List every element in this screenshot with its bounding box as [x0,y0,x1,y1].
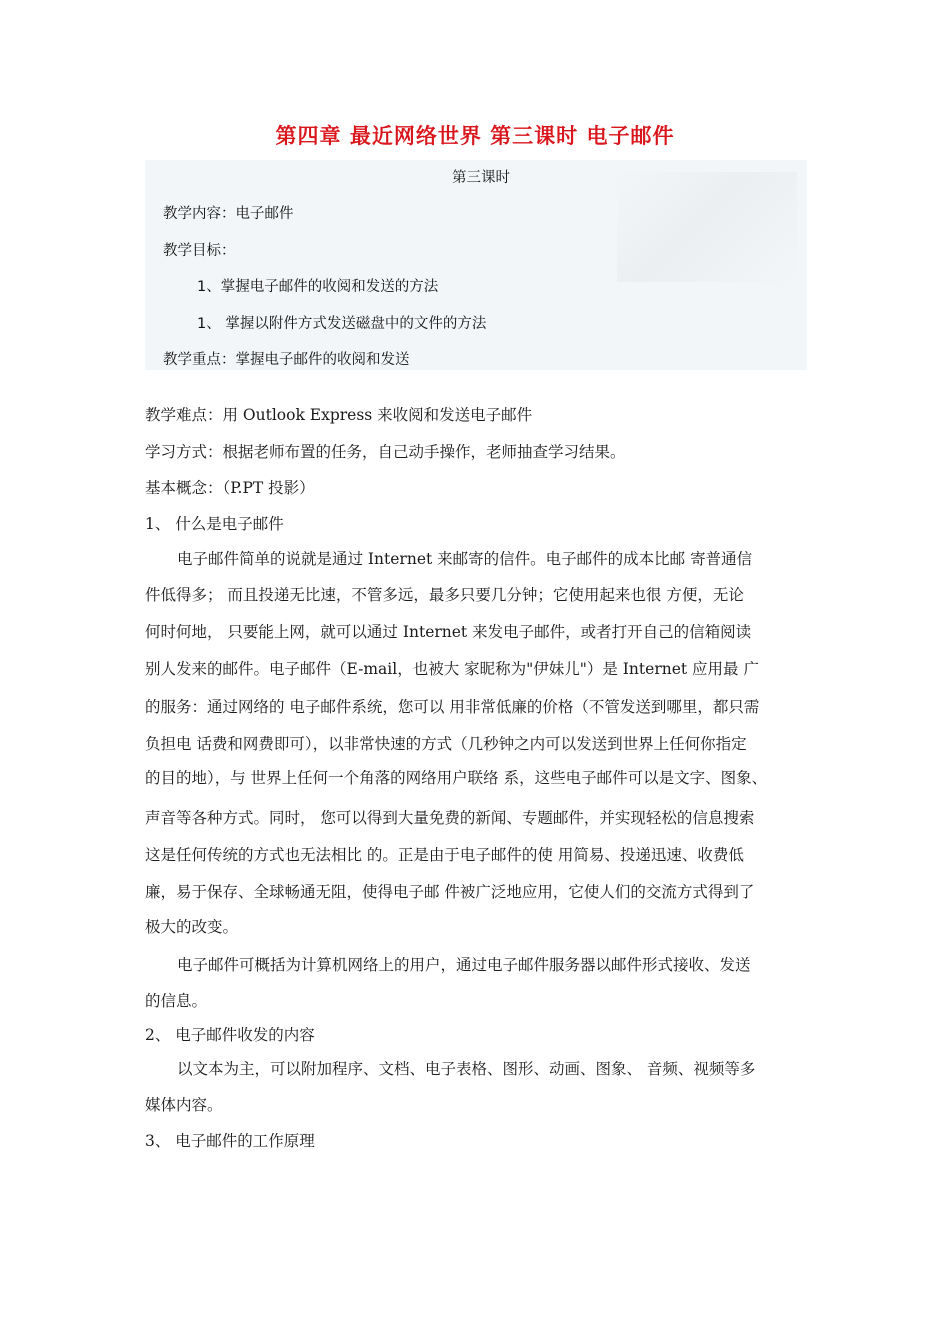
body-line: 的信息。 [145,992,208,1010]
study-method-line: 学习方式：根据老师布置的任务，自己动手操作，老师抽查学习结果。 [145,443,626,461]
teaching-key-point: 教学重点：掌握电子邮件的收阅和发送 [163,352,410,368]
teaching-goal-1: 1、掌握电子邮件的收阅和发送的方法 [197,279,439,295]
body-line: 极大的改变。 [145,918,239,936]
document-title: 第四章 最近网络世界 第三课时 电子邮件 [275,124,675,148]
box-glare-decoration [617,172,797,282]
body-line: 的服务：通过网络的 电子邮件系统，您可以 用非常低廉的价格（不管发送到哪里，都只需 [145,698,760,716]
body-line: 何时何地， 只要能上网，就可以通过 Internet 来发电子邮件，或者打开自己的信箱阅读 [145,623,752,641]
body-line: 别人发来的邮件。电子邮件（E-mail，也被大 家昵称为"伊妹儿"）是 Internet 应用最 广 [145,660,759,678]
body-line: 的目的地），与 世界上任何一个角落的网络用户联络 系，这些电子邮件可以是文字、图象、 [145,769,768,787]
body-line: 这是任何传统的方式也无法相比 的。正是由于电子邮件的使 用简易、投递迅速、收费低 [145,846,744,864]
basic-concept-line: 基本概念：（P.PT 投影） [145,479,315,497]
body-line: 媒体内容。 [145,1096,223,1114]
lesson-info-box [145,160,807,370]
teaching-goal-2: 1、 掌握以附件方式发送磁盘中的文件的方法 [197,316,487,332]
section-heading-2: 2、 电子邮件收发的内容 [145,1026,315,1044]
section-heading-3: 3、 电子邮件的工作原理 [145,1132,315,1150]
body-line: 负担电 话费和网费即可），以非常快速的方式（几秒钟之内可以发送到世界上任何你指定 [145,735,747,753]
teaching-goal-label: 教学目标： [163,243,236,259]
box-heading: 第三课时 [452,170,510,186]
section-heading-1: 1、 什么是电子邮件 [145,515,284,533]
difficulty-line: 教学难点：用 Outlook Express 来收阅和发送电子邮件 [145,406,533,424]
body-line: 电子邮件可概括为计算机网络上的用户，通过电子邮件服务器以邮件形式接收、发送 [177,956,751,974]
body-line: 以文本为主，可以附加程序、文档、电子表格、图形、动画、图象、 音频、视频等多 [177,1060,756,1078]
body-line: 声音等各种方式。同时， 您可以得到大量免费的新闻、专题邮件，并实现轻松的信息搜索 [145,809,755,827]
body-line: 电子邮件简单的说就是通过 Internet 来邮寄的信件。电子邮件的成本比邮 寄普通信 [177,550,753,568]
body-line: 廉，易于保存、全球畅通无阻，使得电子邮 件被广泛地应用，它使人们的交流方式得到了 [145,883,755,901]
body-line: 件低得多； 而且投递无比速，不管多远，最多只要几分钟；它使用起来也很 方便，无论 [145,586,744,604]
teaching-content: 教学内容：电子邮件 [163,206,294,222]
